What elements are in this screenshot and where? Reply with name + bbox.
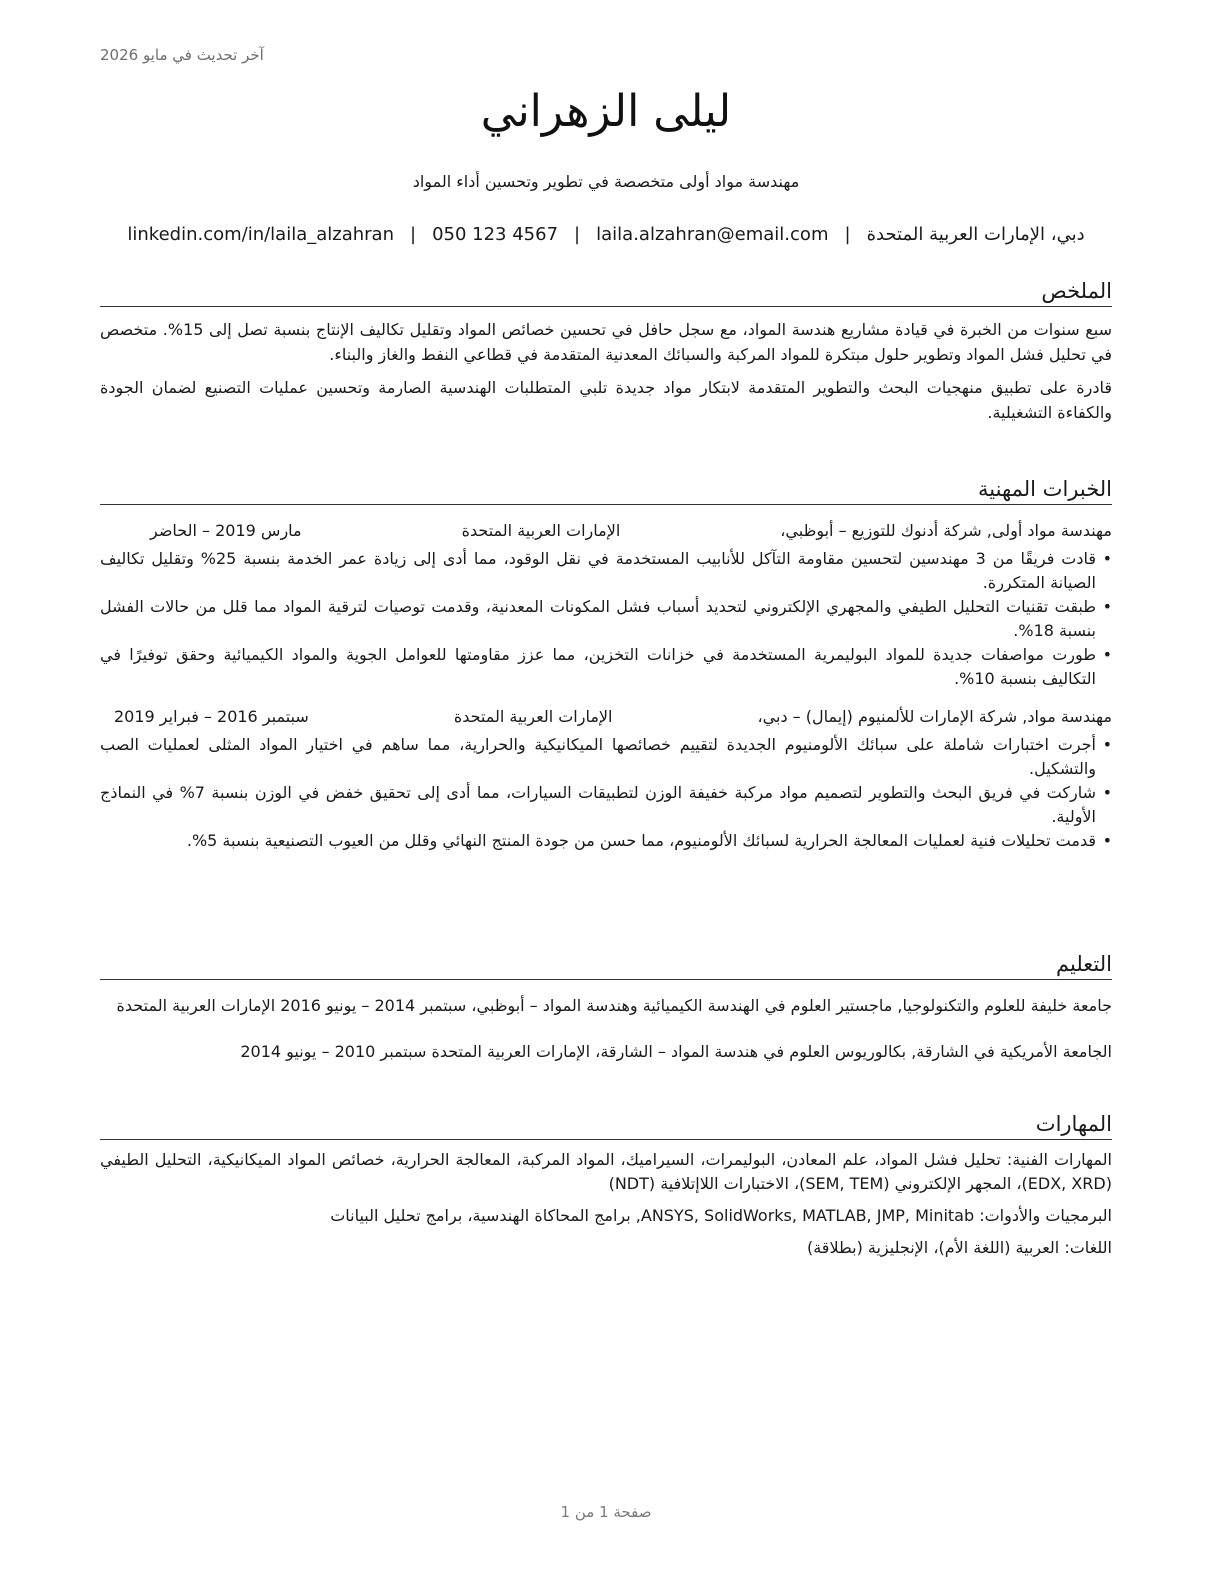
candidate-subtitle: مهندسة مواد أولى متخصصة في تطوير وتحسين أداء المواد xyxy=(412,172,800,191)
contact-separator: | xyxy=(574,224,581,245)
job-bullet: • قادت فريقًا من 3 مهندسين لتحسين مقاومة التآكل للأنابيب المستخدمة في نقل الوقود، مما أدى إلى زيادة عمر الخدمة بنسبة 25% وتقليل تكاليف الصيانة المتكررة. xyxy=(100,547,1112,595)
education-section xyxy=(100,949,1112,1064)
experience-heading: الخبرات المهنية xyxy=(100,474,1112,505)
job-header xyxy=(100,519,1112,543)
job-role: مهندسة مواد أولى, شركة أدنوك للتوزيع – أبوظبي، xyxy=(780,521,1112,540)
education-item: جامعة خليفة للعلوم والتكنولوجيا, ماجستير العلوم في الهندسة الكيميائية وهندسة المواد – أبوظبي، سبتمبر 2014 – يونيو 2016 الإمارات العربية المتحدة xyxy=(116,996,1112,1015)
resume-page xyxy=(100,0,1112,1584)
job-bullet: • شاركت في فريق البحث والتطوير لتصميم مواد مركبة خفيفة الوزن لتطبيقات السيارات، مما أدى إلى تحقيق خفض في الوزن بنسبة 7% في النماذج الأولية. xyxy=(100,781,1112,829)
job-entry xyxy=(100,705,1112,853)
contact-line xyxy=(100,224,1112,245)
job-header xyxy=(100,705,1112,729)
summary-section xyxy=(100,276,1112,425)
contact-phone[interactable]: 050 123 4567 xyxy=(432,224,559,245)
job-bullet: • قدمت تحليلات فنية لعمليات المعالجة الحرارية لسبائك الألومنيوم، مما حسن من جودة المنتج النهائي وقلل من العيوب التصنيعية بنسبة 5%. xyxy=(100,829,1112,853)
job-bullets xyxy=(100,733,1112,853)
contact-linkedin[interactable]: linkedin.com/in/laila_alzahran xyxy=(127,224,394,245)
job-entry xyxy=(100,519,1112,691)
experience-section xyxy=(100,474,1112,853)
job-role: مهندسة مواد, شركة الإمارات للألمنيوم (إيمال) – دبي، xyxy=(757,707,1112,726)
skills-section xyxy=(100,1109,1112,1260)
job-bullet: • طبقت تقنيات التحليل الطيفي والمجهري الإلكتروني لتحديد أسباب فشل المكونات المعدنية، وقدمت توصيات لترقية المواد مما قلل من حالات الفشل بنسبة 18%. xyxy=(100,595,1112,643)
job-bullets xyxy=(100,547,1112,691)
contact-location: دبي، الإمارات العربية المتحدة xyxy=(866,224,1085,245)
job-dates: مارس 2019 – الحاضر xyxy=(150,521,302,540)
contact-email[interactable]: laila.alzahran@email.com xyxy=(596,224,829,245)
last-updated: آخر تحديث في مايو 2026 xyxy=(100,46,264,64)
education-item: الجامعة الأمريكية في الشارقة, بكالوريوس العلوم في هندسة المواد – الشارقة، الإمارات العربية المتحدة سبتمبر 2010 – يونيو 2014 xyxy=(240,1042,1112,1061)
skills-line: البرمجيات والأدوات: ANSYS, SolidWorks, MATLAB, JMP, Minitab, برامج المحاكاة الهندسية، برامج تحليل البيانات xyxy=(330,1206,1112,1225)
job-bullet: • طورت مواصفات جديدة للمواد البوليمرية المستخدمة في خزانات التخزين، مما عزز مقاومتها للعوامل الجوية والمواد الكيميائية وحقق توفيرًا في التكاليف بنسبة 10%. xyxy=(100,643,1112,691)
candidate-name: ليلى الزهراني xyxy=(480,86,732,137)
summary-paragraph: سبع سنوات من الخبرة في قيادة مشاريع هندسة المواد، مع سجل حافل في تحسين خصائص المواد وتقليل تكاليف الإنتاج بنسبة تصل إلى 15%. متخصص في تحليل فشل المواد وتطوير حلول مبتكرة للمواد المركبة والسبائك المعدنية المتقدمة في قطاعي النفط والغاز والبناء. xyxy=(100,320,1112,364)
skills-heading: المهارات xyxy=(100,1109,1112,1140)
education-heading: التعليم xyxy=(100,949,1112,980)
page-footer: صفحة 1 من 1 xyxy=(560,1503,652,1521)
summary-heading: الملخص xyxy=(100,276,1112,307)
job-dates: سبتمبر 2016 – فبراير 2019 xyxy=(114,707,309,726)
contact-separator: | xyxy=(844,224,851,245)
summary-paragraph: قادرة على تطبيق منهجيات البحث والتطوير المتقدمة لابتكار مواد جديدة تلبي المتطلبات الهندسية الصارمة وتحسين عمليات التصنيع لضمان الجودة والكفاءة التشغيلية. xyxy=(100,378,1112,422)
contact-separator: | xyxy=(410,224,417,245)
job-location: الإمارات العربية المتحدة xyxy=(461,521,621,540)
skills-line: المهارات الفنية: تحليل فشل المواد، علم المعادن، البوليمرات، السيراميك، المواد المركبة، المعالجة الحرارية، خصائص المواد الميكانيكية، التحليل الطيفي (EDX, XRD)، المجهر الإلكتروني (SEM, TEM)، الاختبارات اللاإتلافية (NDT) xyxy=(100,1150,1112,1193)
job-location: الإمارات العربية المتحدة xyxy=(453,707,613,726)
skills-line: اللغات: العربية (اللغة الأم)، الإنجليزية (بطلاقة) xyxy=(806,1238,1112,1257)
job-bullet: • أجرت اختبارات شاملة على سبائك الألومنيوم الجديدة لتقييم خصائصها الميكانيكية والحرارية، مما ساهم في اختيار المواد المثلى لعمليات الصب والتشكيل. xyxy=(100,733,1112,781)
